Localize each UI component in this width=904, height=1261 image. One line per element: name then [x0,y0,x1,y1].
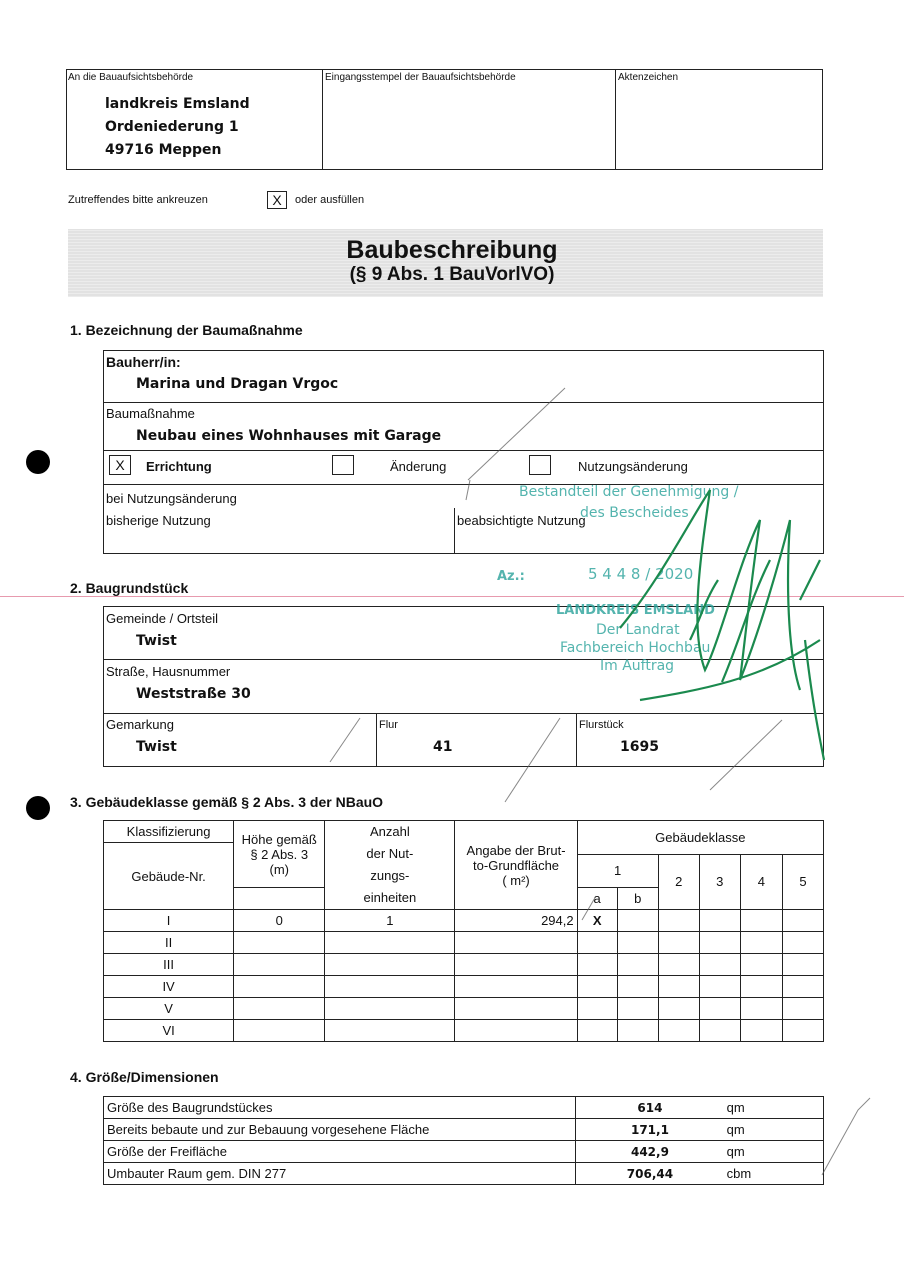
dimension-unit: qm [724,1097,824,1119]
dimension-value: 171,1 [576,1119,724,1141]
stamp-az-label: Az.: [497,569,525,584]
dimension-unit: cbm [724,1163,824,1185]
option-label: Änderung [390,459,447,474]
intended-use-label: beabsichtigte Nutzung [457,513,586,528]
col-header: ( m²) [502,872,530,888]
flur-label: Flur [379,719,398,731]
owner-value: Marina und Dragan Vrgoc [136,376,339,392]
col-header: Gebäudeklasse [577,821,823,855]
building-nr: II [104,932,234,954]
section-heading: 2. Baugrundstück [70,580,189,596]
col-header: Angabe der Brut- [466,842,566,858]
col-header: einheiten [363,890,417,905]
dimension-value: 706,44 [576,1163,724,1185]
building-height: 0 [234,910,325,932]
municipality-value: Twist [136,633,177,649]
flurstueck-label: Flurstück [579,719,624,731]
section-heading: 4. Größe/Dimensionen [70,1069,219,1085]
recipient-line: Ordeniederung 1 [105,119,239,135]
owner-label: Bauherr/in: [106,354,181,370]
flurstueck-value: 1695 [620,739,659,755]
building-nr: V [104,998,234,1020]
col-header: (m) [269,861,289,877]
option-label: Errichtung [146,459,212,474]
dimension-value: 614 [576,1097,724,1119]
street-label: Straße, Hausnummer [106,664,231,679]
dimension-value: 442,9 [576,1141,724,1163]
col-header: Klassifizierung [104,821,234,843]
measure-label: Baumaßnahme [106,406,195,421]
stamp-authority: LANDKREIS EMSLAND [556,603,715,618]
gk-number: 3 [699,854,740,910]
dimension-label: Bereits bebaute und zur Bebauung vorgesehene Fläche [104,1119,576,1141]
stamp-text: Fachbereich Hochbau [560,640,711,656]
cross-out-strokes [330,388,870,1175]
stamp-label: Eingangsstempel der Bauaufsichtsbehörde [325,72,516,83]
recipient-label: An die Bauaufsichtsbehörde [68,72,194,83]
page-subtitle: (§ 9 Abs. 1 BauVorlVO) [349,264,555,285]
flur-value: 41 [433,739,453,755]
checkbox-errichtung[interactable]: X [109,455,131,475]
recipient-line: landkreis Emsland [105,96,250,112]
col-header: § 2 Abs. 3 [250,846,309,862]
page-title: Baubeschreibung [346,236,558,264]
col-header: to-Grundfläche [473,857,560,873]
gk-number: 5 [782,854,823,910]
col-header: Gebäude-Nr. [104,843,234,910]
stamp-text: Der Landrat [596,622,680,638]
stamp-text: Bestandteil der Genehmigung / [519,484,739,500]
building-nr: I [104,910,234,932]
unit-count: 1 [325,910,455,932]
dimension-unit: qm [724,1141,824,1163]
building-nr: IV [104,976,234,998]
col-header: der Nut- [366,846,414,861]
instruction-text-after: oder ausfüllen [295,194,365,206]
dimension-unit: qm [724,1119,824,1141]
signature [620,490,824,760]
dimension-label: Größe der Freifläche [104,1141,576,1163]
street-value: Weststraße 30 [136,686,251,702]
gross-area: 294,2 [455,910,577,932]
prev-use-label: bisherige Nutzung [106,513,211,528]
gemarkung-label: Gemarkung [106,717,174,732]
building-nr: III [104,954,234,976]
section-heading: 3. Gebäudeklasse gemäß § 2 Abs. 3 der NBauO [70,794,384,810]
section-heading: 1. Bezeichnung der Baumaßnahme [70,322,303,338]
gk-number: 4 [740,854,782,910]
measure-value: Neubau eines Wohnhauses mit Garage [136,428,442,444]
class-1a: X [577,910,617,932]
option-label: Nutzungsänderung [578,459,688,474]
col-header: Höhe gemäß [241,831,317,847]
dimension-label: Umbauter Raum gem. DIN 277 [104,1163,576,1185]
gk-number: 1 [577,854,658,888]
col-header: Anzahl [370,824,410,839]
gk-sub: b [617,888,658,910]
col-header: zungs- [370,868,410,883]
stamp-az-value: 5 4 4 8 / 2020 [588,565,694,583]
building-nr: VI [104,1020,234,1042]
dimension-label: Größe des Baugrundstückes [104,1097,576,1119]
instruction-text: Zutreffendes bitte ankreuzen [68,194,208,206]
stamp-text: Im Auftrag [600,658,675,674]
recipient-line: 49716 Meppen [105,142,222,158]
gk-sub: a [577,888,617,910]
file-label: Aktenzeichen [618,72,679,83]
instruction-checkbox: X [267,191,287,209]
stamp-text: des Bescheides [580,505,689,521]
municipality-label: Gemeinde / Ortsteil [106,611,218,626]
gk-number: 2 [658,854,699,910]
gemarkung-value: Twist [136,739,177,755]
change-label: bei Nutzungsänderung [106,491,237,506]
